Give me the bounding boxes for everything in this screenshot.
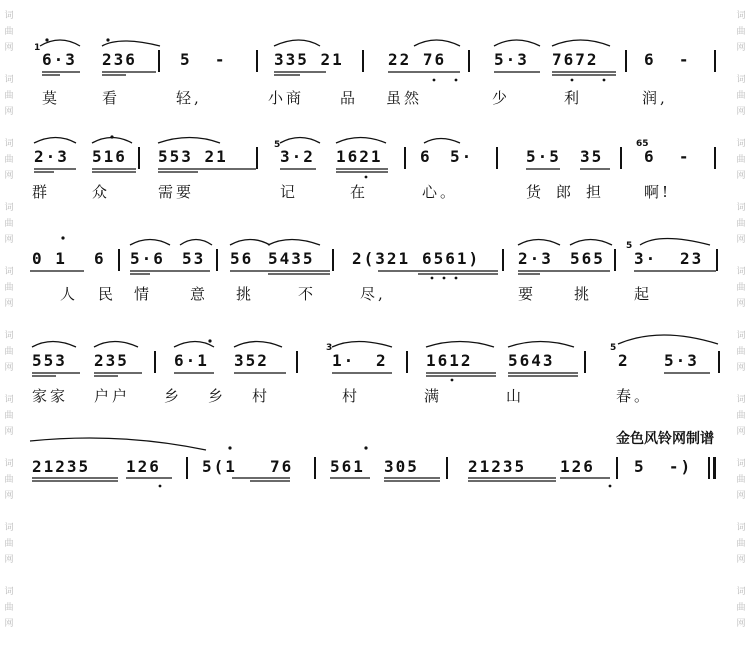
watermark-gap <box>2 440 16 456</box>
note-group: 1621 <box>336 147 383 166</box>
barline <box>496 147 498 169</box>
lyric: 众 <box>92 183 111 201</box>
barline <box>158 50 160 72</box>
lyric: 啊! <box>644 183 672 201</box>
watermark-gap <box>734 440 748 456</box>
watermark-char: 词 <box>4 11 14 21</box>
barline <box>216 249 218 271</box>
barline <box>625 50 627 72</box>
note-group: 305 <box>384 457 419 476</box>
watermark-gap <box>734 184 748 200</box>
lyric: 品 <box>340 89 359 107</box>
note-group: 5·3 <box>664 351 699 370</box>
note-group: 565 <box>570 249 605 268</box>
barline <box>314 457 316 479</box>
lyric: 尽, <box>360 285 386 303</box>
watermark-char: 曲 <box>736 539 746 549</box>
grace-note: 5 <box>610 343 617 353</box>
watermark-char: 曲 <box>4 539 14 549</box>
grace-note: 3 <box>326 343 333 353</box>
watermark-gap <box>734 248 748 264</box>
watermark-gap <box>734 56 748 72</box>
lyric: 人 <box>60 285 79 303</box>
lyric: 货 <box>526 183 545 201</box>
watermark-right <box>734 0 748 629</box>
lyric: 担 <box>586 183 605 201</box>
lyric: 民 <box>98 285 117 303</box>
watermark-char: 词 <box>736 587 746 597</box>
lyric: 少 <box>492 89 511 107</box>
watermark-char: 曲 <box>4 219 14 229</box>
note-group: 23 <box>680 249 704 268</box>
watermark-char: 词 <box>736 331 746 341</box>
lyric: 起 <box>634 285 653 303</box>
watermark-gap <box>2 248 16 264</box>
lyric: 莫 <box>42 89 61 107</box>
lyric: 群 <box>32 183 51 201</box>
note-group: 553 21 <box>158 147 228 166</box>
watermark-gap <box>2 120 16 136</box>
barline <box>714 147 716 169</box>
barline <box>718 351 720 373</box>
barline <box>256 50 258 72</box>
barline <box>154 351 156 373</box>
barline <box>708 457 710 479</box>
note-group: 76 <box>270 457 294 476</box>
note-group: 3· <box>634 249 658 268</box>
watermark-char: 网 <box>4 555 14 565</box>
watermark-gap <box>2 504 16 520</box>
lyric: 要 <box>518 285 537 303</box>
watermark-char: 词 <box>4 267 14 277</box>
watermark-char: 网 <box>4 107 14 117</box>
barline <box>620 147 622 169</box>
note-group: 0 1 <box>32 249 67 268</box>
barline <box>616 457 618 479</box>
watermark-char: 曲 <box>4 347 14 357</box>
watermark-gap <box>734 568 748 584</box>
watermark-char: 词 <box>736 395 746 405</box>
watermark-gap <box>2 568 16 584</box>
barline <box>256 147 258 169</box>
watermark-char: 曲 <box>4 91 14 101</box>
lyric: 虽然 <box>386 89 423 107</box>
watermark-char: 网 <box>736 43 746 53</box>
barline <box>332 249 334 271</box>
watermark-char: 网 <box>736 555 746 565</box>
watermark-gap <box>734 632 748 648</box>
lyric-row-2 <box>30 181 720 203</box>
watermark-char: 曲 <box>736 411 746 421</box>
note-group: 21235 <box>468 457 527 476</box>
watermark-char: 词 <box>736 203 746 213</box>
lyric: 挑 <box>236 285 255 303</box>
lyric-row-1 <box>30 87 720 109</box>
watermark-char: 曲 <box>736 283 746 293</box>
watermark-char: 词 <box>4 203 14 213</box>
note-group: 5· <box>450 147 474 166</box>
watermark-char: 曲 <box>4 155 14 165</box>
watermark-char: 词 <box>736 75 746 85</box>
lyric: 轻, <box>176 89 202 107</box>
final-barline <box>713 457 716 479</box>
grace-note: 5 <box>626 241 633 251</box>
barline <box>714 50 716 72</box>
credit-text: 金色风铃网制谱 <box>616 431 714 447</box>
note-group: 2 <box>376 351 388 370</box>
lyric: 不 <box>298 285 317 303</box>
watermark-char: 网 <box>4 235 14 245</box>
lyric: 家家 <box>32 387 69 405</box>
note-group: 53 <box>182 249 206 268</box>
note-group: 6561) <box>422 249 481 268</box>
barline <box>584 351 586 373</box>
lyric: 看 <box>102 89 121 107</box>
note-group: 352 <box>234 351 269 370</box>
lyric: 意 <box>190 285 209 303</box>
score-row-1 <box>30 43 720 72</box>
lyric: 户户 <box>94 387 131 405</box>
watermark-char: 网 <box>4 43 14 53</box>
watermark-char: 词 <box>4 331 14 341</box>
lyric: 在 <box>350 183 369 201</box>
watermark-char: 网 <box>4 619 14 629</box>
watermark-left <box>2 0 16 629</box>
note-group: 561 <box>330 457 365 476</box>
barline <box>296 351 298 373</box>
note-group: 5·3 <box>494 50 529 69</box>
watermark-char: 曲 <box>736 219 746 229</box>
note-group: 56 <box>230 249 254 268</box>
note-group: 6 - <box>644 147 691 166</box>
watermark-char: 曲 <box>4 411 14 421</box>
watermark-gap <box>734 504 748 520</box>
watermark-char: 词 <box>736 11 746 21</box>
watermark-char: 网 <box>736 235 746 245</box>
note-group: 6·3 <box>42 50 77 69</box>
watermark-char: 词 <box>4 75 14 85</box>
watermark-char: 词 <box>4 587 14 597</box>
note-group: 2·3 <box>34 147 69 166</box>
watermark-char: 词 <box>4 395 14 405</box>
watermark-char: 词 <box>4 459 14 469</box>
lyric: 心。 <box>422 183 459 201</box>
note-group: 7672 <box>552 50 599 69</box>
barline <box>404 147 406 169</box>
barline <box>118 249 120 271</box>
watermark-char: 词 <box>736 459 746 469</box>
lyric: 乡 <box>208 387 227 405</box>
note-group: 126 <box>560 457 595 476</box>
note-group: 2(321 <box>352 249 411 268</box>
watermark-gap <box>734 376 748 392</box>
watermark-char: 网 <box>4 363 14 373</box>
watermark-char: 网 <box>736 491 746 501</box>
watermark-char: 网 <box>736 171 746 181</box>
watermark-gap <box>734 312 748 328</box>
watermark-gap <box>2 376 16 392</box>
barline <box>406 351 408 373</box>
note-group: 3·2 <box>280 147 315 166</box>
lyric: 村 <box>252 387 271 405</box>
watermark-char: 曲 <box>4 475 14 485</box>
watermark-gap <box>2 632 16 648</box>
watermark-gap <box>2 312 16 328</box>
watermark-gap <box>2 56 16 72</box>
barline <box>186 457 188 479</box>
barline <box>614 249 616 271</box>
score-row-4 <box>30 343 720 373</box>
note-group: 6 <box>420 147 432 166</box>
watermark-char: 词 <box>4 139 14 149</box>
lyric: 小商 <box>268 89 305 107</box>
barline <box>446 457 448 479</box>
barline <box>138 147 140 169</box>
note-group: 6·1 <box>174 351 209 370</box>
watermark-char: 曲 <box>4 283 14 293</box>
note-group: 5 -) <box>634 457 693 476</box>
note-group: 5·5 <box>526 147 561 166</box>
watermark-char: 词 <box>4 523 14 533</box>
note-group: 126 <box>126 457 161 476</box>
watermark-char: 曲 <box>4 27 14 37</box>
watermark-char: 曲 <box>736 91 746 101</box>
note-group: 5·6 <box>130 249 165 268</box>
lyric: 满 <box>424 387 443 405</box>
watermark-char: 曲 <box>736 27 746 37</box>
lyric: 郎 <box>556 183 575 201</box>
lyric: 润, <box>642 89 668 107</box>
note-group: 1612 <box>426 351 473 370</box>
score-row-2 <box>30 139 720 169</box>
note-group: 553 <box>32 351 67 370</box>
note-group: 35 <box>580 147 604 166</box>
grace-note: 5 <box>274 140 281 150</box>
lyric: 村 <box>342 387 361 405</box>
grace-note: 65 <box>636 139 649 149</box>
watermark-char: 词 <box>736 139 746 149</box>
note-group: 2 <box>618 351 630 370</box>
barline <box>502 249 504 271</box>
barline <box>362 50 364 72</box>
watermark-char: 词 <box>736 523 746 533</box>
lyric: 需要 <box>158 183 195 201</box>
note-group: 516 <box>92 147 127 166</box>
watermark-char: 网 <box>4 171 14 181</box>
watermark-char: 网 <box>736 363 746 373</box>
note-group: 5643 <box>508 351 555 370</box>
lyric: 乡 <box>164 387 183 405</box>
watermark-text <box>2 8 16 648</box>
note-group: 5435 <box>268 249 315 268</box>
watermark-char: 网 <box>736 299 746 309</box>
grace-note: 1 <box>34 43 41 53</box>
watermark-char: 网 <box>736 427 746 437</box>
lyric: 山 <box>506 387 525 405</box>
note-group: 5 - <box>180 50 227 69</box>
watermark-gap <box>2 184 16 200</box>
barline <box>716 249 718 271</box>
note-group: 236 <box>102 50 137 69</box>
lyric-row-3 <box>30 283 720 305</box>
note-group: 1· <box>332 351 356 370</box>
note-group: 2·3 <box>518 249 553 268</box>
watermark-gap <box>734 120 748 136</box>
score-row-5 <box>30 455 720 479</box>
lyric: 春。 <box>616 387 653 405</box>
watermark-char: 曲 <box>736 603 746 613</box>
lyric: 记 <box>280 183 299 201</box>
score-row-3 <box>30 241 720 271</box>
watermark-text <box>734 8 748 648</box>
watermark-char: 网 <box>4 427 14 437</box>
watermark-char: 词 <box>736 267 746 277</box>
barline <box>468 50 470 72</box>
watermark-char: 网 <box>4 299 14 309</box>
note-group: 235 <box>94 351 129 370</box>
watermark-char: 曲 <box>736 475 746 485</box>
lyric-row-4 <box>30 385 720 407</box>
watermark-char: 网 <box>736 619 746 629</box>
watermark-char: 曲 <box>736 155 746 165</box>
note-group: 6 <box>94 249 106 268</box>
note-group: 6 - <box>644 50 691 69</box>
watermark-char: 曲 <box>736 347 746 357</box>
lyric: 情 <box>134 285 153 303</box>
note-group: 5(1 <box>202 457 237 476</box>
note-group: 335 21 <box>274 50 344 69</box>
lyric: 挑 <box>574 285 593 303</box>
note-group: 22 76 <box>388 50 447 69</box>
note-group: 21235 <box>32 457 91 476</box>
watermark-char: 曲 <box>4 603 14 613</box>
watermark-char: 网 <box>736 107 746 117</box>
watermark-char: 网 <box>4 491 14 501</box>
lyric: 利 <box>564 89 583 107</box>
